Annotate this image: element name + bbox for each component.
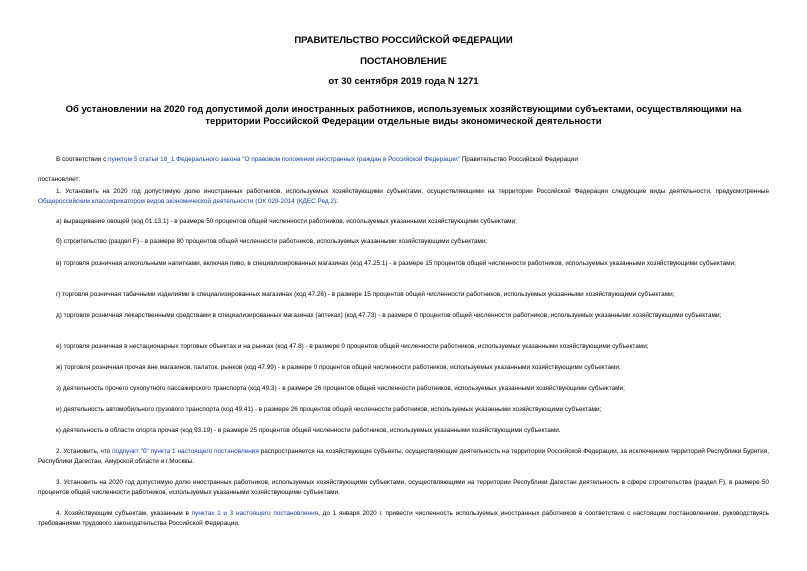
intro-text: В соответствии с xyxy=(56,156,109,163)
document-type: ПОСТАНОВЛЕНИЕ xyxy=(360,56,447,67)
paragraph-1-text: 1. Установить на 2020 год допустимую долю иностранных работников, используемых хозяйствующими субъектами, осуществляющими на территории Российской Федерации следующие виды деятельности, предусмотренные xyxy=(56,188,769,195)
paragraph-4 xyxy=(38,509,769,528)
item-g: г) торговля розничная табачными изделиями в специализированных магазинах (код 47.26) - в размере 15 процентов общей численности работников, используемых указанными хозяйствующими субъектами; xyxy=(56,291,675,298)
paragraph-4-text: 4. Хозяйствующим субъектам, указанным в xyxy=(56,510,192,517)
subparagraph-link[interactable]: подпункт "б" пункта 1 настоящего постановления xyxy=(112,448,259,455)
intro-paragraph xyxy=(38,155,769,165)
item-z: з) деятельность прочего сухопутного пассажирского транспорта (код 49.3) - в размере 26 процентов общей численности работников, используемых указанными хозяйствующими субъектами; xyxy=(56,385,625,392)
decrees-label: постановляет: xyxy=(38,176,81,183)
paragraph-2 xyxy=(38,447,769,466)
item-i: и) деятельность автомобильного грузового транспорта (код 49.41) - в размере 26 процентов общей численности работников, используемых указанными хозяйствующими субъектами; xyxy=(56,406,602,413)
law-link[interactable]: пунктом 5 статьи 18_1 Федерального закона "О правовом положении иностранных граждан в Российской Федерации" xyxy=(108,156,460,163)
item-v: в) торговля розничная алкогольными напитками, включая пиво, в специализированных магазинах (код 47.25.1) - в размере 15 процентов общей численности работников, используемых указанными хозяйствующими субъектами; xyxy=(56,260,736,267)
item-b: б) строительство (раздел F) - в размере 80 процентов общей численности работников, используемых указанными хозяйствующими субъектами; xyxy=(56,238,488,245)
document-title: Об установлении на 2020 год допустимой доли иностранных работников, используемых хозяйствующими субъектами, осуществляющими на территории Российской Федерации отдельные виды экономической деятельности xyxy=(65,104,742,127)
paragraph-4-end: , до 1 января 2020 г. привести численность используемых иностранных работников в соответствие с настоящим постановлением, руководствуясь требованиями трудового законодательства Российской Федерации. xyxy=(38,510,770,527)
intro-text-end: Правительство Российской Федерации xyxy=(459,156,578,163)
paragraph-3: 3. Установить на 2020 год допустимую долю иностранных работников, используемых хозяйствующими субъектами, осуществляющими на территории Республики Дагестан деятельность в сфере строительства (раздел F), в размере 50 процентов общей численности работников, используемых указанными хозяйствующими субъектами. xyxy=(38,479,769,496)
paragraphs-link[interactable]: пунктах 1 и 3 настоящего постановления xyxy=(191,510,319,517)
item-a: а) выращивание овощей (код 01.13.1) - в размере 50 процентов общей численности работников, используемых указанными хозяйствующими субъектами; xyxy=(56,218,517,225)
paragraph-2-text: 2. Установить, что xyxy=(56,448,113,455)
item-e: е) торговля розничная в нестационарных торговых объектах и на рынках (код 47.8) - в размере 0 процентов общей численности работников, используемых указанными хозяйствующими субъектами; xyxy=(56,343,649,350)
item-k: к) деятельность в области спорта прочая (код 93.19) - в размере 25 процентов общей численности работников, используемых указанными хозяйствующими субъектами. xyxy=(56,427,561,434)
item-zh: ж) торговля розничная прочая вне магазинов, палаток, рынков (код 47.99) - в размере 0 процентов общей численности работников, используемых указанными хозяйствующими субъектами; xyxy=(56,364,621,371)
okved-link[interactable]: Общероссийским классификатором видов экономической деятельности (ОК 029-2014 (КДЕС Ред.2) xyxy=(38,197,337,205)
government-heading: ПРАВИТЕЛЬСТВО РОССИЙСКОЙ ФЕДЕРАЦИИ xyxy=(294,35,513,46)
paragraph-1-end: : xyxy=(336,197,338,205)
paragraph-1 xyxy=(38,187,769,206)
item-d: д) торговля розничная лекарственными средствами в специализированных магазинах (аптеках) (код 47.73) - в размере 0 процентов общей численности работников, используемых указанными хозяйствующими субъектами; xyxy=(56,312,722,319)
document-date: от 30 сентября 2019 года N 1271 xyxy=(328,76,479,87)
paragraph-2-end: распространяется на хозяйствующие субъекты, осуществляющие деятельность на территории Российской Федерации, за исключением территорий Республики Бурятия, Республики Дагестан, Амурской области и г.Москвы. xyxy=(38,448,769,465)
